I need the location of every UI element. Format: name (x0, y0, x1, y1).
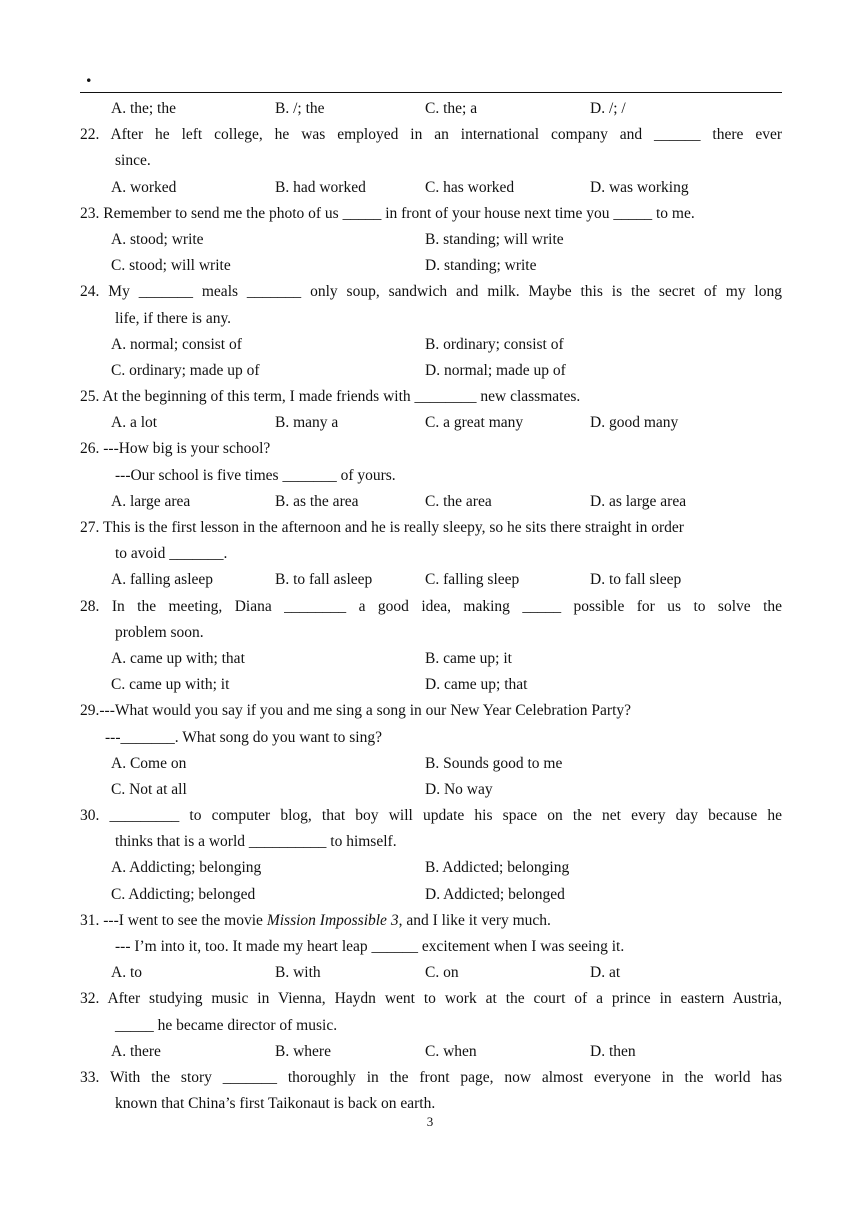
option-b: B. had worked (275, 178, 366, 196)
option-a: A. normal; consist of (111, 335, 242, 353)
option-a: A. Come on (111, 754, 187, 772)
question-32-stem-cont: _____ he became director of music. (115, 1016, 338, 1034)
option-b: B. came up; it (425, 649, 512, 667)
question-text: At the beginning of this term, I made friends with ________ new classmates. (102, 388, 581, 406)
option-d: D. came up; that (425, 676, 528, 694)
question-number: 28. (80, 597, 100, 615)
question-text: My _______ meals _______ only soup, sandwich and milk. Maybe this is the secret of my long (108, 283, 782, 301)
option-a: A. worked (111, 178, 177, 196)
question-22-stem-cont: since. (115, 152, 151, 170)
question-24-stem-cont: life, if there is any. (115, 309, 232, 327)
option-b: B. /; the (275, 100, 325, 117)
option-b: B. where (275, 1042, 331, 1060)
question-25-stem (80, 384, 782, 410)
option-c: C. ordinary; made up of (111, 361, 260, 379)
option-d: D. as large area (590, 492, 687, 510)
option-a: A. a lot (111, 414, 158, 432)
option-c: C. when (425, 1042, 477, 1060)
question-number: 32. (80, 990, 100, 1008)
question-24-options-ab (80, 332, 782, 358)
question-32-options (80, 1039, 782, 1065)
option-c: C. Addicting; belonged (111, 885, 256, 903)
question-30-stem (80, 803, 782, 829)
question-26-stem (80, 436, 782, 462)
option-d: D. No way (425, 780, 493, 798)
option-d: D. good many (590, 414, 679, 432)
question-30-stem-cont: thinks that is a world __________ to himself. (115, 833, 397, 851)
question-27-options (80, 567, 782, 593)
question-text: This is the first lesson in the afternoon and he is really sleepy, so he sits there straight in order (102, 519, 684, 536)
question-number: 29. (80, 702, 100, 720)
question-text: After he left college, he was employed in an international company and ______ there ever (110, 126, 782, 144)
question-number: 23. (80, 204, 100, 222)
question-28-stem-cont: problem soon. (115, 623, 204, 641)
question-number: 33. (80, 1068, 100, 1086)
option-d: D. to fall sleep (590, 571, 682, 589)
question-26-options (80, 489, 782, 515)
question-24-stem (80, 279, 782, 305)
option-a: A. there (111, 1042, 161, 1060)
question-31-reply: --- I’m into it, too. It made my heart leap ______ excitement when I was seeing it. (115, 938, 625, 955)
option-b: B. with (275, 964, 321, 982)
question-text-end: , and I like it very much. (398, 911, 551, 929)
question-text: With the story _______ thoroughly in the front page, now almost everyone in the world has (109, 1068, 782, 1086)
question-text: ---What would you say if you and me sing a song in our New Year Celebration Party? (99, 702, 631, 720)
option-d: D. Addicted; belonged (425, 885, 565, 903)
question-list (80, 96, 782, 1117)
option-d: D. standing; write (425, 257, 537, 275)
question-30-options-cd (80, 882, 782, 908)
option-a: A. to (111, 964, 142, 982)
question-23-options-ab (80, 227, 782, 253)
question-28-stem (80, 594, 782, 620)
question-number: 31. (80, 911, 100, 929)
question-31-options (80, 960, 782, 986)
question-27-stem (80, 515, 782, 541)
question-text: After studying music in Vienna, Haydn went to work at the court of a prince in eastern Austria, (107, 990, 782, 1008)
option-a: A. came up with; that (111, 649, 245, 667)
page-number: 3 (426, 1114, 434, 1129)
option-a: A. the; the (111, 100, 176, 117)
question-24-options-cd (80, 358, 782, 384)
option-c: C. Not at all (111, 780, 187, 798)
question-23-options-cd (80, 253, 782, 279)
option-b: B. as the area (275, 492, 359, 510)
movie-title: Mission Impossible 3 (266, 911, 399, 929)
header-bullet: . (86, 62, 92, 87)
question-31-stem (80, 908, 782, 934)
question-27-stem-cont: to avoid _______. (115, 545, 228, 563)
question-text: _________ to computer blog, that boy will update his space on the net every day because he (109, 807, 782, 825)
option-a: A. large area (111, 492, 191, 510)
option-a: A. Addicting; belonging (111, 859, 262, 877)
question-28-options-ab (80, 646, 782, 672)
question-text: Remember to send me the photo of us _____ in front of your house next time you _____ to me. (103, 204, 695, 222)
question-number: 27. (80, 519, 100, 536)
question-29-options-cd (80, 777, 782, 803)
question-33-stem (80, 1065, 782, 1091)
option-c: C. stood; will write (111, 257, 231, 275)
question-text: ---I went to see the movie (103, 911, 267, 929)
question-text: ---How big is your school? (103, 440, 271, 458)
option-c: C. falling sleep (425, 571, 520, 589)
option-b: B. Addicted; belonging (425, 859, 570, 877)
option-d: D. at (590, 964, 621, 982)
question-29-stem (80, 698, 782, 724)
option-b: B. ordinary; consist of (425, 335, 564, 353)
option-a: A. falling asleep (111, 571, 214, 589)
question-number: 26. (80, 440, 100, 458)
header-rule (80, 92, 782, 93)
prev-options-row (80, 96, 782, 122)
question-22-options (80, 175, 782, 201)
option-c: C. on (425, 964, 459, 982)
question-22-stem (80, 122, 782, 148)
question-32-stem (80, 986, 782, 1012)
question-26-reply: ---Our school is five times _______ of yours. (115, 466, 396, 484)
option-d: D. then (590, 1042, 636, 1060)
option-d: D. /; / (590, 100, 626, 117)
option-c: C. has worked (425, 178, 515, 196)
question-23-stem (80, 201, 782, 227)
option-d: D. was working (590, 178, 689, 196)
option-b: B. standing; will write (425, 230, 564, 248)
question-number: 24. (80, 283, 100, 301)
option-c: C. the area (425, 492, 492, 510)
option-b: B. to fall asleep (275, 571, 373, 589)
question-29-reply: ---_______. What song do you want to sing? (105, 728, 382, 746)
question-29-options-ab (80, 751, 782, 777)
option-b: B. Sounds good to me (425, 754, 563, 772)
question-25-options (80, 410, 782, 436)
option-c: C. a great many (425, 414, 524, 432)
option-b: B. many a (275, 414, 339, 432)
question-30-options-ab (80, 855, 782, 881)
option-c: C. came up with; it (111, 676, 230, 694)
option-d: D. normal; made up of (425, 361, 566, 379)
question-number: 22. (80, 126, 100, 144)
question-33-stem-cont: known that China’s first Taikonaut is back on earth. (115, 1095, 436, 1113)
question-number: 30. (80, 807, 100, 825)
option-c: C. the; a (425, 100, 478, 117)
question-text: In the meeting, Diana ________ a good idea, making _____ possible for us to solve the (111, 597, 783, 615)
question-28-options-cd (80, 672, 782, 698)
question-number: 25. (80, 388, 100, 406)
option-a: A. stood; write (111, 230, 204, 248)
